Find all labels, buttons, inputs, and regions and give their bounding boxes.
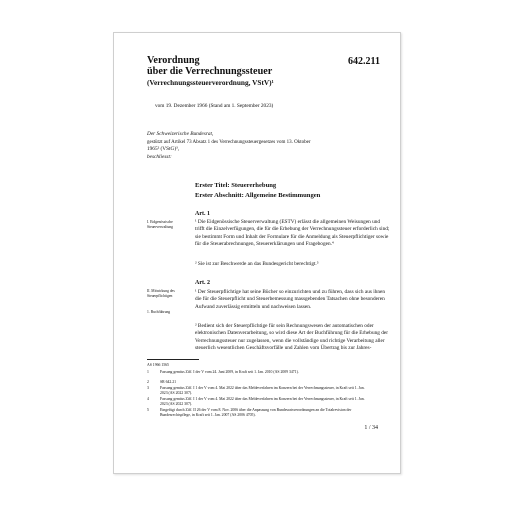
footnote-num: 2 bbox=[147, 380, 149, 384]
footnote-text: Fassung gemäss Ziff. I 1 der V vom 4. Mai 2022 über das Meldeverfahren im Konzern bei der Verrechnungssteuer, in Kraft seit 1. Jan. 2023 (AS 2022 307). bbox=[160, 386, 365, 395]
part-title: Erster Titel: Steuererhebung bbox=[195, 182, 277, 189]
footnote-rule bbox=[147, 359, 199, 360]
footnote-text: SR 642.21 bbox=[160, 380, 177, 384]
preamble-line1: Der Schweizerische Bundesrat, bbox=[147, 131, 214, 137]
footnote-text: Fassung gemäss Ziff. I 1 der V vom 4. Mai 2022 über das Meldeverfahren im Konzern bei der Verrechnungssteuer, in Kraft seit 1. Jan. 2023 (AS 2022 307). bbox=[160, 397, 365, 406]
art2-heading: Art. 2 bbox=[195, 280, 210, 286]
doc-title-line1: Verordnung bbox=[147, 55, 200, 66]
art1-para2: ² Sie ist zur Beschwerde an das Bundesgericht berechtigt.⁵ bbox=[195, 261, 319, 267]
date-line: vom 19. Dezember 1966 (Stand am 1. September 2023) bbox=[155, 103, 274, 109]
section-title: Erster Abschnitt: Allgemeine Bestimmungen bbox=[195, 192, 321, 199]
footnote-num: 4 bbox=[147, 397, 149, 401]
art2-margin-note1: II. Mitwirkung des Steuerpflichtigen bbox=[147, 289, 175, 298]
art1-para1: ¹ Die Eidgenössische Steuerverwaltung (ESTV) erlässt die allgemeinen Weisungen und trifft die Einzelverfügungen, die für die Erhebung der Verrechnungssteuer erforderlich sind; sie bestimmt Form und Inhalt der Formulare für die Anmeldung als Steuerpflichtiger sowie für die Steuerabrechnungen, Steuererklärungen und Fragebogen.⁴ bbox=[195, 219, 390, 248]
footnote-num: 1 bbox=[147, 370, 149, 374]
footnote-text: Eingefügt durch Ziff. II 26 der V vom 8. Nov. 2006 über die Anpassung von Bundesratsverordnungen an die Totalrevision der Bundesrechtspflege, in Kraft seit 1. Jan. 2007 (AS 2006 4705). bbox=[160, 408, 352, 417]
footnote-num: 3 bbox=[147, 386, 149, 390]
preamble-line4: beschliesst: bbox=[147, 154, 172, 160]
footnote-source: AS 1966 1565 bbox=[147, 363, 169, 367]
footnote-num: 5 bbox=[147, 408, 149, 412]
document-page bbox=[113, 32, 401, 474]
footnote-text: Fassung gemäss Ziff. I der V vom 24. Juni 2009, in Kraft seit 1. Jan. 2010 (AS 2009 3471). bbox=[160, 370, 299, 374]
doc-subtitle: (Verrechnungssteuerverordnung, VStV)¹ bbox=[147, 78, 274, 87]
doc-title-line2: über die Verrechnungssteuer bbox=[147, 66, 273, 77]
doc-number: 642.211 bbox=[348, 56, 380, 67]
art2-para2: ² Bedient sich der Steuerpflichtige für sein Rechnungswesen der automatischen oder elektronischen Datenverarbeitung, so wird diese Art der Buchführung für die Erhebung der Verrechnungssteuer nur zugelassen, wenn die vollständige und richtige Verarbeitung aller steuerlich wesentlichen Geschäftsvorfälle und Zahlen vom Übertrag bis zur Jahres- bbox=[195, 323, 388, 352]
art1-heading: Art. 1 bbox=[195, 211, 210, 217]
preamble-line3: 1965² (VStG)³, bbox=[147, 146, 180, 152]
page-number: 1 / 34 bbox=[364, 425, 378, 431]
art2-margin-note2: 1. Buchführung bbox=[147, 310, 171, 314]
art2-para1: ¹ Der Steuerpflichtige hat seine Bücher so einzurichten und zu führen, dass sich aus ihnen die für die Steuerpflicht und Steuerbemessung massgebenden Tatsachen ohne besonderen Aufwand zuverlässig ermitteln und nachweisen lassen. bbox=[195, 289, 386, 310]
preamble-line2: gestützt auf Artikel 73 Absatz 1 des Verrechnungssteuergesetzes vom 13. Oktober bbox=[147, 140, 311, 145]
art1-margin-note: I. Eidgenössische Steuerverwaltung bbox=[147, 220, 174, 229]
